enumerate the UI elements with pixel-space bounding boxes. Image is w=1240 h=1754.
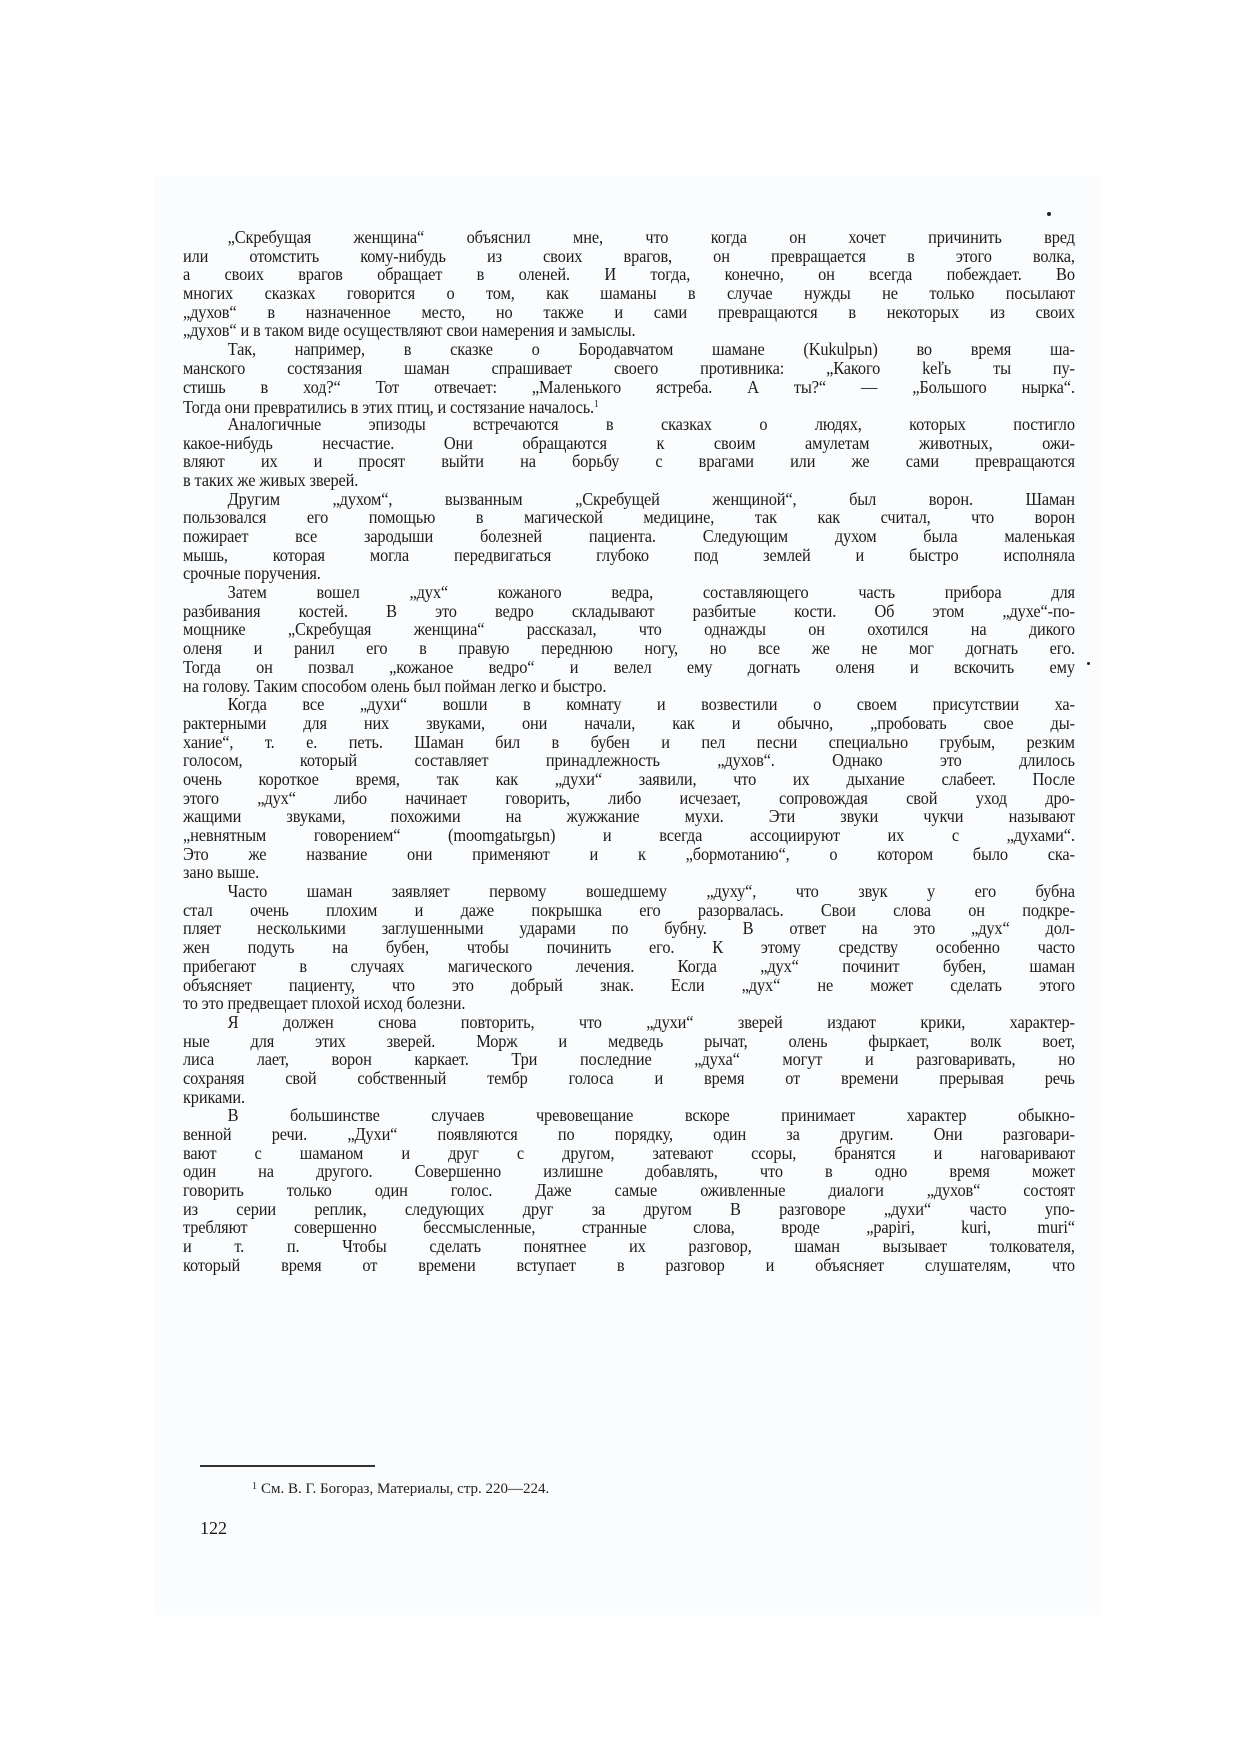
text-line-content: разбивания костей. В это ведро складывают разбитые кости. Об этом „духе“-по- xyxy=(183,600,1075,621)
text-line xyxy=(183,658,1075,677)
text-line xyxy=(183,228,1075,247)
text-line-content: венной речи. „Духи“ появляются по порядку, один за другим. Они разговари- xyxy=(183,1124,1075,1144)
text-line-content: то это предвещает плохой исход болезни. xyxy=(183,993,466,1014)
text-line xyxy=(183,695,1075,714)
text-line xyxy=(183,247,1075,266)
text-line-content: В большинстве случаев чревовещание вскоре принимает характер обыкно- xyxy=(227,1105,1075,1126)
text-line-content: „Скребущая женщина“ объяснил мне, что когда он хочет причинить вред xyxy=(227,227,1075,247)
text-line-content: Аналогичные эпизоды встречаются в сказках о людях, которых постигло xyxy=(227,413,1075,434)
footnote xyxy=(252,1478,549,1498)
text-line xyxy=(183,583,1075,602)
text-line xyxy=(183,714,1075,733)
text-line xyxy=(183,527,1075,546)
text-line xyxy=(183,303,1075,322)
text-line xyxy=(183,1125,1075,1144)
text-line-content: жен подуть на бубен, чтобы починить его. К этому средству особенно часто xyxy=(183,937,1075,958)
text-line-content: пользовался его помощью в магической медицине, так как считал, что ворон xyxy=(183,507,1075,528)
text-line xyxy=(183,415,1075,434)
text-line xyxy=(183,901,1075,920)
text-line-content: голосом, который составляет принадлежность „духов“. Однако это длилось xyxy=(183,750,1075,771)
scan-speck xyxy=(1087,662,1090,665)
body-text xyxy=(183,228,1075,1275)
text-line xyxy=(183,620,1075,639)
text-line-content: пляет несколькими заглушенными ударами по бубну. В ответ на это „дух“ дол- xyxy=(183,918,1075,939)
text-line-content: а своих врагов обращает в оленей. И тогда, конечно, он всегда побеждает. Во xyxy=(183,264,1075,285)
text-line-content: стишь в ход?“ Тот отвечает: „Маленького ястреба. А ты?“ — „Большого нырка“. xyxy=(183,376,1075,397)
text-line-content: пожирает все зародыши болезней пациента. Следующим духом была маленькая xyxy=(183,526,1075,546)
text-line-content: мощнике „Скребущая женщина“ рассказал, что однажды он охотился на дикого xyxy=(183,619,1075,640)
text-line xyxy=(183,1181,1075,1200)
text-line-content: из серии реплик, следующих друг за другом В разговоре „духи“ часто упо- xyxy=(183,1198,1075,1219)
text-line-content: вают с шаманом и друг с другом, затевают ссоры, бранятся и наговаривают xyxy=(183,1142,1075,1163)
text-line xyxy=(183,770,1075,789)
text-line xyxy=(183,378,1075,397)
text-line xyxy=(183,994,1075,1013)
text-line xyxy=(183,1032,1075,1051)
text-line-content: „духов“ и в таком виде осуществляют свои намерения и замыслы. xyxy=(183,320,636,341)
text-line-content: „невнятным говорением“ (moomgatьrgьn) и всегда ассоциируют их с „духами“. xyxy=(183,825,1075,845)
text-line-content: говорить только один голос. Даже самые оживленные диалоги „духов“ состоят xyxy=(183,1180,1075,1201)
text-line xyxy=(183,826,1075,845)
text-line-content: Затем вошел „дух“ кожаного ведра, составляющего часть прибора для xyxy=(227,582,1075,603)
text-line xyxy=(183,919,1075,938)
text-line-content: сохраняя свой собственный тембр голоса и время от времени прерывая речь xyxy=(183,1067,1075,1088)
text-line-content: требляют совершенно бессмысленные, странные слова, вроде „papiri, kuri, muri“ xyxy=(183,1217,1075,1238)
text-line-content: Когда все „духи“ вошли в комнату и возвестили о своем присутствии ха- xyxy=(227,694,1075,715)
text-line-content: на голову. Таким способом олень был пойман легко и быстро. xyxy=(183,675,607,696)
text-line-content: рактерными для них звуками, они начали, как и обычно, „пробовать свое ды- xyxy=(183,712,1075,733)
text-line xyxy=(183,546,1075,565)
text-line-content: Так, например, в сказке о Бородавчатом шамане (Kukulpьn) во время ша- xyxy=(227,339,1075,360)
text-line xyxy=(183,1106,1075,1125)
text-line xyxy=(183,564,1075,583)
text-line xyxy=(183,789,1075,808)
text-line xyxy=(183,1050,1075,1069)
text-line xyxy=(183,1069,1075,1088)
text-line xyxy=(183,359,1075,378)
text-line xyxy=(183,807,1075,826)
text-line xyxy=(183,265,1075,284)
text-line-content: жащими звуками, похожими на жужжание мухи. Эти звуки чукчи называют xyxy=(183,806,1075,827)
text-line xyxy=(183,677,1075,696)
text-line-content: Это же название они применяют и к „бормотанию“, о котором было ска- xyxy=(183,843,1075,864)
text-line xyxy=(183,1256,1075,1275)
text-line-content: или отомстить кому-нибудь из своих врагов, он превращается в этого волка, xyxy=(183,245,1075,266)
text-line xyxy=(183,452,1075,471)
text-line xyxy=(183,321,1075,340)
text-line xyxy=(183,1218,1075,1237)
text-line-content: оленя и ранил его в правую переднюю ногу, но все же не мог догнать его. xyxy=(183,638,1075,659)
footnote-divider xyxy=(200,1465,375,1467)
text-line-content: один на другого. Совершенно излишне добавлять, что в одно время может xyxy=(183,1161,1075,1182)
text-line xyxy=(183,1237,1075,1256)
text-line xyxy=(183,1162,1075,1181)
text-line xyxy=(183,1200,1075,1219)
text-line-content: зано выше. xyxy=(183,862,260,883)
text-line xyxy=(183,490,1075,509)
text-line-content: прибегают в случаях магического лечения. Когда „дух“ починит бубен, шаман xyxy=(183,955,1075,976)
text-line xyxy=(183,639,1075,658)
text-line xyxy=(183,751,1075,770)
text-line xyxy=(183,602,1075,621)
scan-speck xyxy=(1047,212,1051,216)
text-line-content: „духов“ в назначенное место, но также и сами превращаются в некоторых из своих xyxy=(183,301,1075,322)
text-line-content: лиса лает, ворон каркает. Три последние „духа“ могут и разговаривать, но xyxy=(183,1049,1075,1070)
text-line-content: Тогда они превратились в этих птиц, и состязание началось. xyxy=(183,397,595,418)
text-line xyxy=(183,508,1075,527)
text-line-content: многих сказках говорится о том, как шаманы в случае нужды не только посылают xyxy=(183,283,1075,304)
text-line xyxy=(183,340,1075,359)
text-line-content: этого „дух“ либо начинает говорить, либо исчезает, сопровождая свой уход дро- xyxy=(183,787,1075,808)
text-line-content: Часто шаман заявляет первому вошедшему „духу“, что звук у его бубна xyxy=(227,881,1075,902)
footnote-reference[interactable]: 1 xyxy=(594,399,599,411)
text-line xyxy=(183,863,1075,882)
text-line-content: ные для этих зверей. Морж и медведь рычат, олень фыркает, волк воет, xyxy=(183,1030,1075,1051)
text-line xyxy=(183,396,1075,418)
text-line xyxy=(183,434,1075,453)
text-line-content: срочные поручения. xyxy=(183,563,321,584)
text-line xyxy=(183,1144,1075,1163)
text-line-content: хание“, т. е. петь. Шаман бил в бубен и пел песни специально грубым, резким xyxy=(183,731,1075,752)
text-line-content: какое-нибудь несчастие. Они обращаются к своим амулетам животных, ожи- xyxy=(183,432,1075,453)
footnote-text: См. В. Г. Богораз, Материалы, стр. 220—224. xyxy=(261,1481,550,1497)
text-line-content: в таких же живых зверей. xyxy=(183,469,359,490)
text-line-content: очень короткое время, так как „духи“ заявили, что их дыхание слабеет. После xyxy=(183,768,1075,789)
text-line-content: манского состязания шаман спрашивает своего противника: „Какого keľь ты пу- xyxy=(183,357,1075,378)
text-line xyxy=(183,957,1075,976)
page-number: 122 xyxy=(200,1518,227,1538)
text-line-content: мышь, которая могла передвигаться глубоко под землей и быстро исполняла xyxy=(183,544,1075,565)
text-line xyxy=(183,976,1075,995)
footnote-marker: 1 xyxy=(252,1481,257,1492)
text-line xyxy=(183,882,1075,901)
text-line xyxy=(183,733,1075,752)
text-line xyxy=(183,845,1075,864)
text-line-content: вляют их и просят выйти на борьбу с врагами или же сами превращаются xyxy=(183,451,1075,472)
text-line xyxy=(183,284,1075,303)
text-line xyxy=(183,938,1075,957)
text-line-content: Я должен снова повторить, что „духи“ зверей издают крики, характер- xyxy=(227,1011,1075,1032)
text-line-content: стал очень плохим и даже покрышка его разорвалась. Свои слова он подкре- xyxy=(183,899,1075,920)
text-line-content: Другим „духом“, вызванным „Скребущей женщиной“, был ворон. Шаман xyxy=(227,488,1075,509)
text-line-content: объясняет пациенту, что это добрый знак. Если „дух“ не может сделать этого xyxy=(183,974,1075,995)
text-line-content: криками. xyxy=(183,1086,245,1107)
text-line xyxy=(183,471,1075,490)
text-line-content: и т. п. Чтобы сделать понятнее их разговор, шаман вызывает толкователя, xyxy=(183,1236,1075,1257)
text-line xyxy=(183,1088,1075,1107)
text-line-content: который время от времени вступает в разговор и объясняет слушателям, что xyxy=(183,1254,1075,1275)
text-line-content: Тогда он позвал „кожаное ведро“ и велел ему догнать оленя и вскочить ему xyxy=(183,656,1075,677)
text-line xyxy=(183,1013,1075,1032)
